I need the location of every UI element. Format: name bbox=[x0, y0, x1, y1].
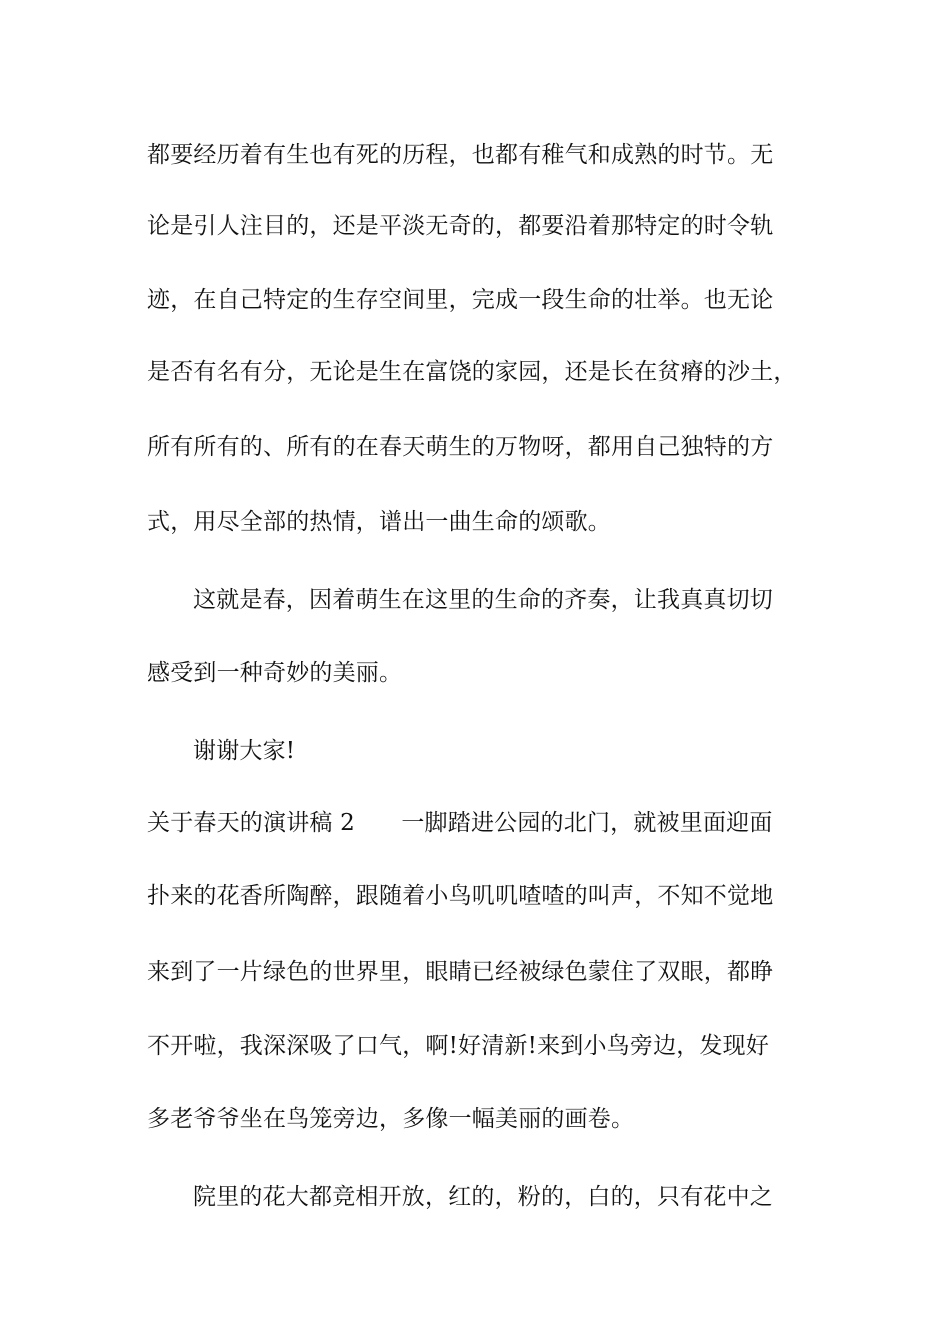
text-line: 是否有名有分，无论是生在富饶的家园，还是长在贫瘠的沙土， bbox=[147, 359, 797, 385]
text-line: 所有所有的、所有的在春天萌生的万物呀，都用自己独特的方 bbox=[147, 434, 774, 460]
text-line: 式，用尽全部的热情，谱出一曲生命的颂歌。 bbox=[147, 509, 611, 535]
section-heading-line: 关于春天的演讲稿 2 一脚踏进公园的北门，就被里面迎面 bbox=[147, 810, 773, 836]
closing-line: 谢谢大家! bbox=[193, 738, 296, 764]
text-line: 多老爷爷坐在鸟笼旁边，多像一幅美丽的画卷。 bbox=[147, 1106, 635, 1132]
text-line: 不开啦，我深深吸了口气，啊!好清新!来到小鸟旁边，发现好 bbox=[147, 1033, 770, 1059]
text-line: 都要经历着有生也有死的历程，也都有稚气和成熟的时节。无 bbox=[147, 142, 774, 168]
text-line: 来到了一片绿色的世界里，眼睛已经被绿色蒙住了双眼，都睁 bbox=[147, 959, 774, 985]
text-line: 扑来的花香所陶醉，跟随着小鸟叽叽喳喳的叫声，不知不觉地 bbox=[147, 883, 774, 909]
text-line: 迹，在自己特定的生存空间里，完成一段生命的壮举。也无论 bbox=[147, 287, 774, 313]
text-line: 论是引人注目的，还是平淡无奇的，都要沿着那特定的时令轨 bbox=[147, 213, 774, 239]
paragraph-first-line: 这就是春，因着萌生在这里的生命的齐奏，让我真真切切 bbox=[193, 587, 773, 613]
paragraph-first-line: 院里的花大都竞相开放，红的，粉的，白的，只有花中之 bbox=[193, 1184, 773, 1210]
text-line: 感受到一种奇妙的美丽。 bbox=[147, 660, 403, 686]
